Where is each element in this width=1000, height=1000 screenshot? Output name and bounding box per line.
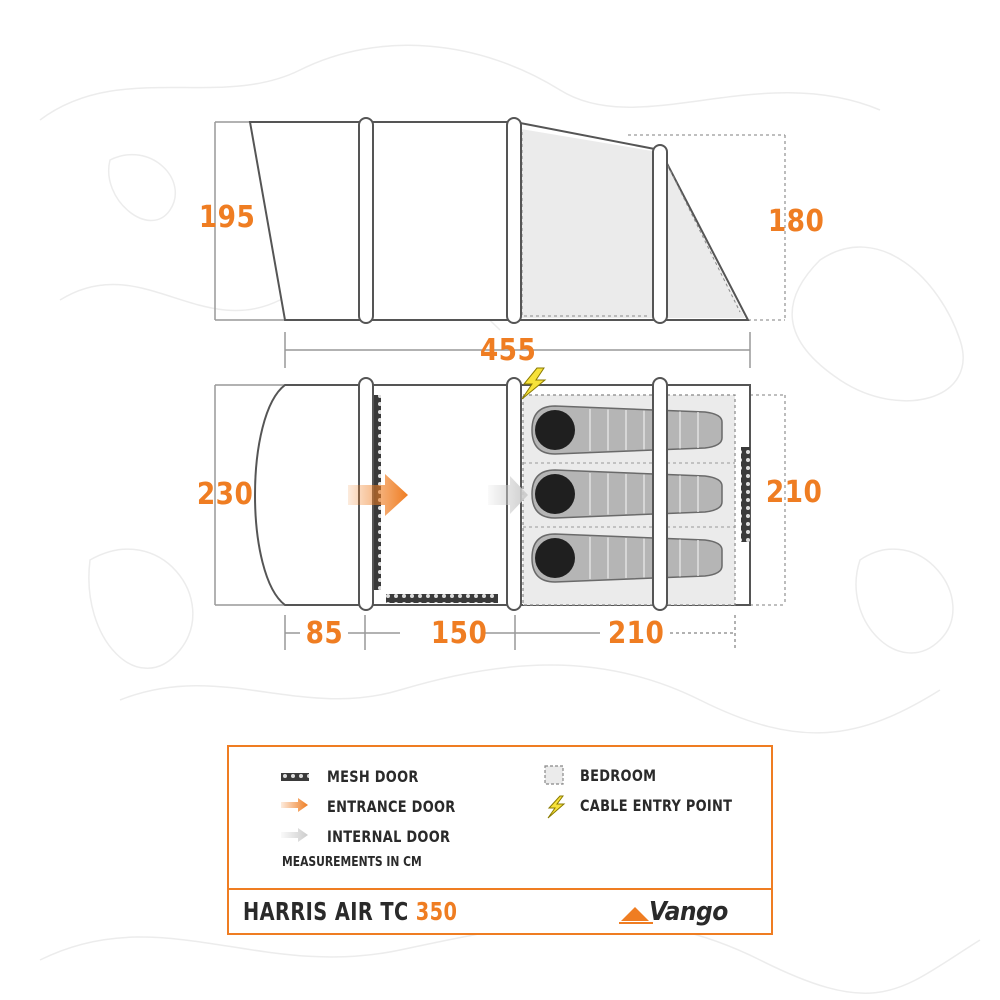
- legend-internal-door: INTERNAL DOOR: [327, 827, 451, 846]
- vango-logo: [619, 897, 749, 929]
- dim-width-rear: 210: [765, 475, 823, 510]
- product-model-number: 350: [415, 897, 458, 926]
- dim-bedroom: 210: [607, 616, 665, 651]
- mesh-door-rear: [741, 447, 750, 542]
- floor-plan: [215, 368, 785, 650]
- dashed-square-icon: [544, 765, 564, 785]
- sleeping-bag: [532, 470, 722, 518]
- legend-box: [227, 745, 773, 935]
- legend-mesh-door: MESH DOOR: [327, 767, 419, 786]
- legend-divider: [229, 888, 771, 890]
- lightning-bolt-icon: [545, 795, 567, 819]
- dim-width-front: 230: [196, 477, 254, 512]
- legend-cable-entry: CABLE ENTRY POINT: [580, 796, 733, 815]
- brand-wordmark: Vango: [649, 897, 728, 927]
- mesh-strip-icon: [281, 772, 309, 782]
- legend-bedroom: BEDROOM: [580, 766, 657, 785]
- side-view: [215, 118, 785, 368]
- sleeping-bag: [532, 406, 722, 454]
- vango-logo-mark-icon: [619, 903, 653, 925]
- dim-length: 455: [479, 333, 537, 368]
- product-name: HARRIS AIR TC: [243, 897, 409, 926]
- product-title: [243, 897, 457, 926]
- dim-living: 150: [430, 616, 488, 651]
- right-arrow-icon: [281, 828, 309, 842]
- right-arrow-icon: [281, 798, 309, 812]
- dim-porch: 85: [305, 616, 344, 651]
- dim-height-rear: 180: [767, 204, 825, 239]
- mesh-door-side: [386, 594, 498, 603]
- measurements-note: MEASUREMENTS IN CM: [282, 855, 422, 870]
- dim-height-front: 195: [198, 200, 256, 235]
- legend-entrance-door: ENTRANCE DOOR: [327, 797, 456, 816]
- sleeping-bag: [532, 534, 722, 582]
- sleeping-bags: [532, 406, 722, 582]
